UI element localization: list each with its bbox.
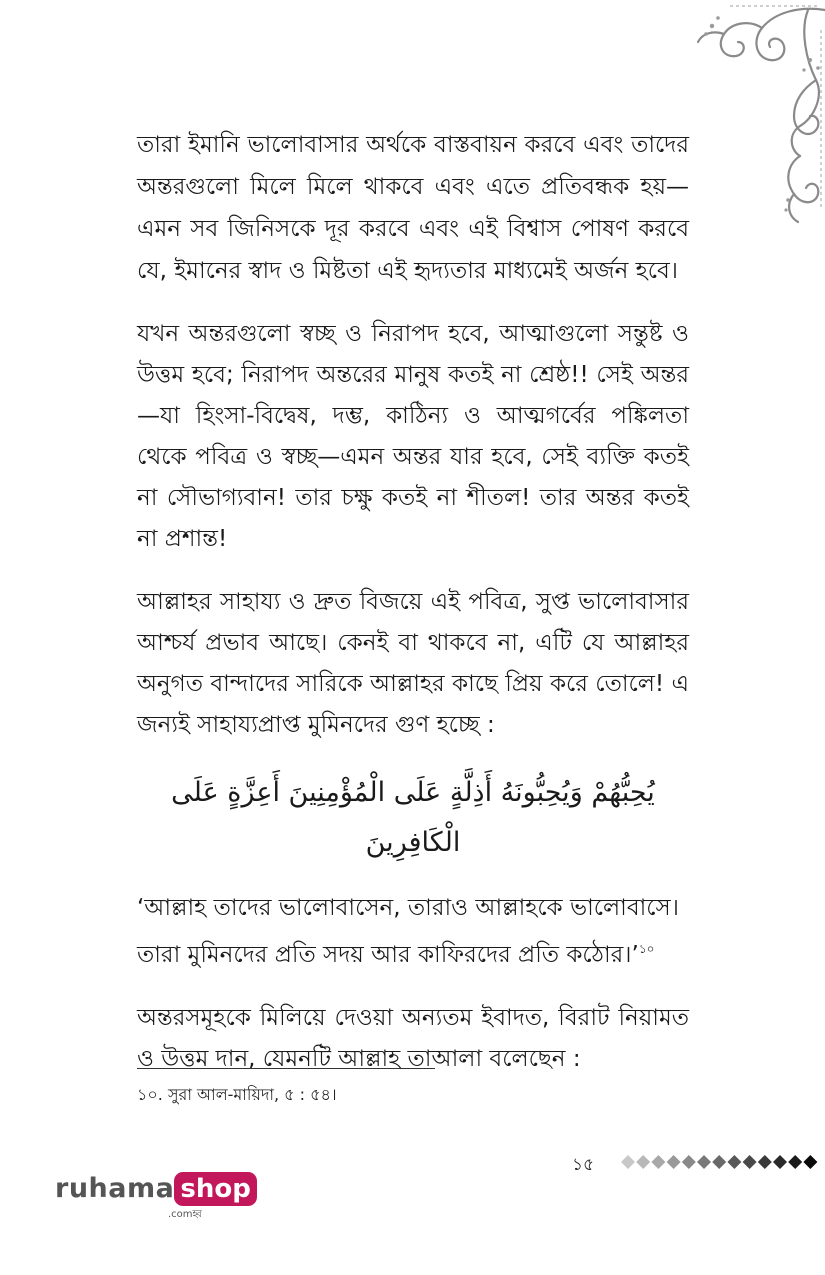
page-number: ১৫ [572,1155,595,1175]
page-body [137,124,689,1102]
diamond-icon [697,1155,711,1169]
diamond-icon [712,1155,726,1169]
diamond-icon [682,1155,696,1169]
footnote: ১০. সুরা আল-মায়িদা, ৫ : ৫৪। [137,1085,337,1104]
diamond-icon [758,1155,772,1169]
paragraph-1: তারা ইমানি ভালোবাসার অর্থকে বাস্তবায়ন করবে এবং তাদের অন্তরগুলো মিলে মিলে থাকবে এবং এতে প্রতিবন্ধক হয়—এমন সব জিনিসকে দূর করবে এবং এই বিশ্বাস পোষণ করবে যে, ইমানের স্বাদ ও মিষ্টতা এই হৃদ্যতার মাধ্যমেই অর্জন হবে। [137,132,689,284]
diamond-row-icon [620,1151,825,1173]
diamond-icon [773,1155,787,1169]
diamond-icon [636,1155,650,1169]
diamond-icon [788,1155,802,1169]
diamond-icon [727,1155,741,1169]
publisher-logo [55,1172,257,1220]
corner-ornament-icon [690,0,825,225]
diamond-icon [651,1155,665,1169]
diamond-icon [803,1155,817,1169]
paragraph-4: অন্তরসমূহকে মিলিয়ে দেওয়া অন্যতম ইবাদত, বিরাট নিয়ামত ও উত্তম দান, যেমনটি আল্লাহ তাআলা বলেছেন : [137,1005,689,1072]
verse-translation [137,888,689,976]
diamond-icon [621,1155,635,1169]
logo-sub: .comহ্ব [168,1209,202,1220]
logo-name: ruhama [55,1173,175,1204]
paragraph-2: যখন অন্তরগুলো স্বচ্ছ ও নিরাপদ হবে, আত্মাগুলো সন্তুষ্ট ও উত্তম হবে; নিরাপদ অন্তরের মানুষ কতই না শ্রেষ্ঠ!! সেই অন্তর—যা হিংসা-বিদ্বেষ, দম্ভ, কাঠিন্য ও আত্মগর্বের পঙ্কিলতা থেকে পবিত্র ও স্বচ্ছ—এমন অন্তর যার হবে, সেই ব্যক্তি কতই না সৌভাগ্যবান! তার চক্ষু কতই না শীতল! তার অন্তর কতই না প্রশান্ত! [137,321,689,552]
logo-badge: shop [174,1172,256,1206]
footnote-divider [137,1068,435,1069]
diamond-icon [667,1155,681,1169]
footnote-ref: ১০ [638,942,655,956]
diamond-icon [743,1155,757,1169]
arabic-verse: يُحِبُّهُمْ وَيُحِبُّونَهُ أَذِلَّةٍ عَلَى الْمُؤْمِنِينَ أَعِزَّةٍ عَلَى الْكَافِرِينَ [171,777,655,858]
paragraph-3: আল্লাহর সাহায্য ও দ্রুত বিজয়ে এই পবিত্র, সুপ্ত ভালোবাসার আশ্চর্য প্রভাব আছে। কেনই বা থাকবে না, এটি যে আল্লাহর অনুগত বান্দাদের সারিকে আল্লাহর কাছে প্রিয় করে তোলে! এ জন্যই সাহায্যপ্রাপ্ত মুমিনদের গুণ হচ্ছে : [137,589,689,738]
verse-translation-text: ‘আল্লাহ তাদের ভালোবাসেন, তারাও আল্লাহকে ভালোবাসে। তারা মুমিনদের প্রতি সদয় আর কাফিরদের প্রতি কঠোর।’ [137,895,679,968]
